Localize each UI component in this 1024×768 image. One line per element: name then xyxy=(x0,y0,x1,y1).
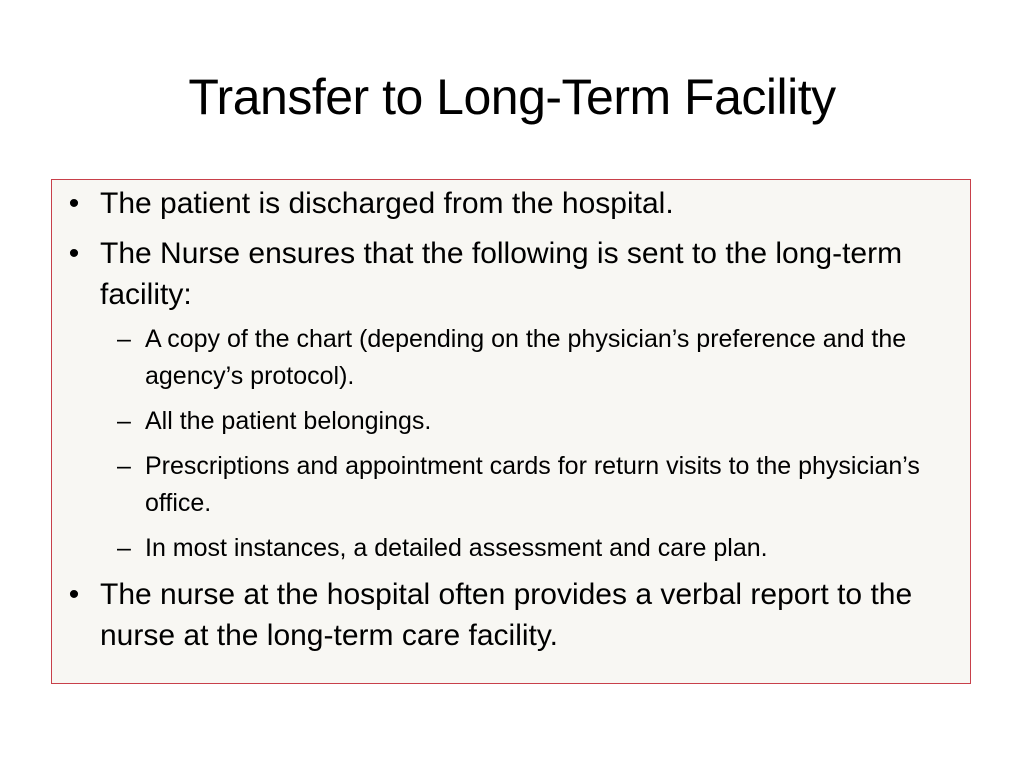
sub-bullet-text: In most instances, a detailed assessment and care plan. xyxy=(145,534,768,562)
sub-bullet-item xyxy=(52,403,970,440)
sub-bullet-item xyxy=(52,448,970,522)
bullet-marker: • xyxy=(68,187,80,220)
bullet-marker: • xyxy=(68,237,80,270)
sub-bullet-marker: – xyxy=(117,452,131,480)
sub-bullet-item xyxy=(52,530,970,567)
sub-bullet-text: All the patient belongings. xyxy=(145,407,432,435)
bullet-item xyxy=(52,233,970,315)
bullet-list xyxy=(52,180,970,656)
sub-bullet-text: Prescriptions and appointment cards for return visits to the physician’s office. xyxy=(145,452,920,517)
sub-bullet-item xyxy=(52,321,970,395)
sub-list-container xyxy=(52,321,970,567)
sub-bullet-list xyxy=(52,321,970,567)
sub-bullet-marker: – xyxy=(117,407,131,435)
bullet-text: The nurse at the hospital often provides a verbal report to the nurse at the long-term care facility. xyxy=(100,578,913,652)
sub-bullet-marker: – xyxy=(117,325,131,353)
bullet-text: The Nurse ensures that the following is sent to the long-term facility: xyxy=(100,237,903,311)
bullet-text: The patient is discharged from the hospital. xyxy=(100,187,674,220)
slide-title: Transfer to Long-Term Facility xyxy=(188,69,836,125)
sub-bullet-marker: – xyxy=(117,534,131,562)
bullet-item xyxy=(52,183,970,224)
bullet-item xyxy=(52,574,970,656)
bullet-marker: • xyxy=(68,578,80,611)
content-box xyxy=(51,179,971,684)
sub-bullet-text: A copy of the chart (depending on the physician’s preference and the agency’s protocol). xyxy=(145,325,907,390)
